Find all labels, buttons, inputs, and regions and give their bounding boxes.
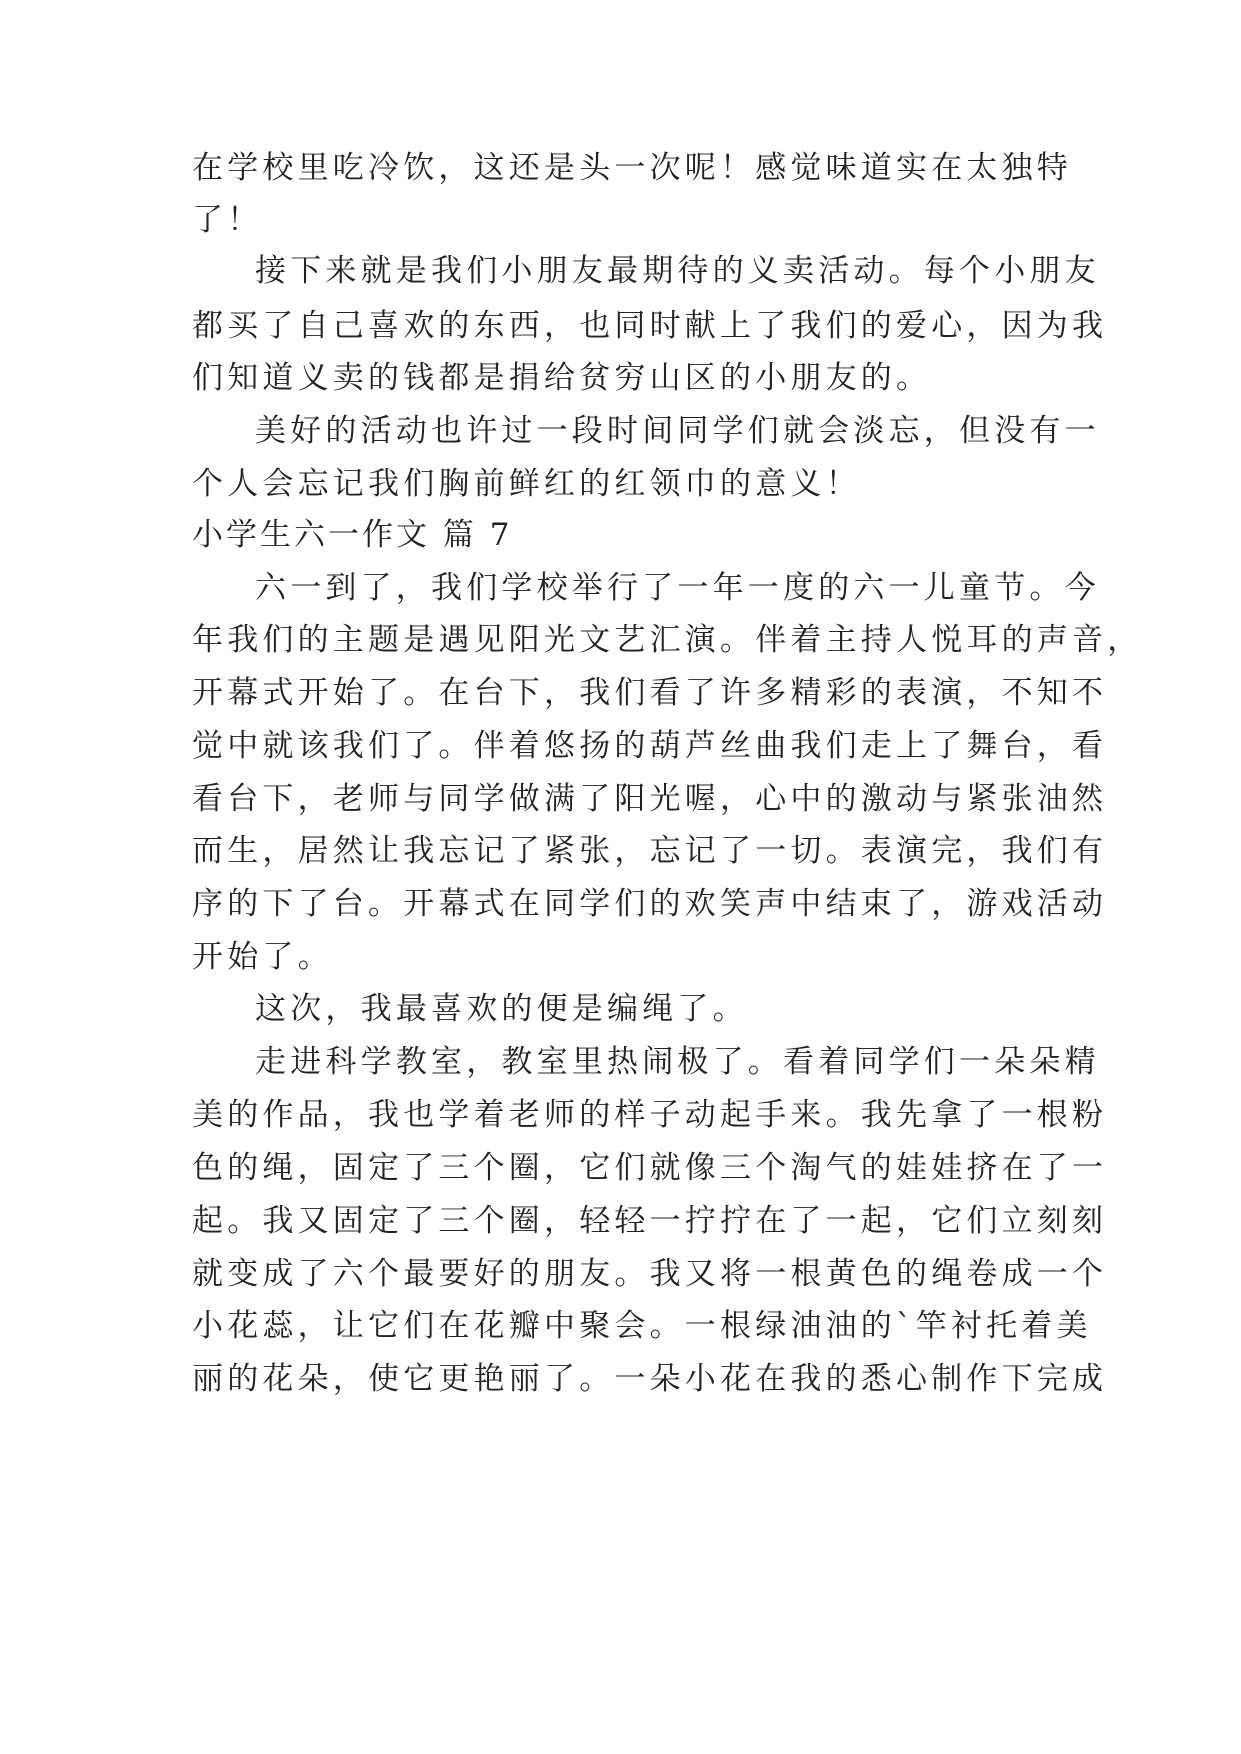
- text-line: 走进科学教室，教室里热闹极了。看着同学们一朵朵精: [255, 1044, 1100, 1080]
- text-line: 开幕式开始了。在台下，我们看了许多精彩的表演，不知不: [192, 675, 1108, 711]
- text-line: 看台下，老师与同学做满了阳光喔，心中的激动与紧张油然: [192, 781, 1108, 817]
- text-line: 美好的活动也许过一段时间同学们就会淡忘，但没有一: [255, 413, 1100, 449]
- text-line: 开始了。: [192, 939, 333, 975]
- text-line: 序的下了台。开幕式在同学们的欢笑声中结束了，游戏活动: [192, 886, 1108, 922]
- text-line: 觉中就该我们了。伴着悠扬的葫芦丝曲我们走上了舞台，看: [192, 728, 1108, 764]
- text-line: 了！: [192, 202, 263, 238]
- text-line: 都买了自己喜欢的东西，也同时献上了我们的爱心，因为我: [192, 308, 1108, 344]
- text-line: 在学校里吃冷饮，这还是头一次呢！感觉味道实在太独特: [192, 150, 1072, 186]
- text-line: 就变成了六个最要好的朋友。我又将一根黄色的绳卷成一个: [192, 1256, 1108, 1292]
- text-line: 年我们的主题是遇见阳光文艺汇演。伴着主持人悦耳的声音，: [192, 622, 1143, 658]
- text-line: 这次，我最喜欢的便是编绳了。: [255, 991, 748, 1027]
- text-line: 小花蕊，让它们在花瓣中聚会。一根绿油油的`竿衬托着美: [192, 1308, 1092, 1344]
- text-line: 六一到了，我们学校举行了一年一度的六一儿童节。今: [255, 570, 1100, 606]
- text-line: 而生，居然让我忘记了紧张，忘记了一切。表演完，我们有: [192, 833, 1108, 869]
- text-line: 起。我又固定了三个圈，轻轻一拧拧在了一起，它们立刻刻: [192, 1203, 1108, 1239]
- text-line: 接下来就是我们小朋友最期待的义卖活动。每个小朋友: [255, 253, 1100, 289]
- text-line: 美的作品，我也学着老师的样子动起手来。我先拿了一根粉: [192, 1097, 1108, 1133]
- text-line: 们知道义卖的钱都是捐给贫穷山区的小朋友的。: [192, 360, 932, 396]
- section-heading: 小学生六一作文 篇 7: [192, 517, 513, 553]
- text-line: 色的绳，固定了三个圈，它们就像三个淘气的娃娃挤在了一: [192, 1150, 1108, 1186]
- text-line: 丽的花朵，使它更艳丽了。一朵小花在我的悉心制作下完成: [192, 1361, 1108, 1397]
- text-line: 个人会忘记我们胸前鲜红的红领巾的意义！: [192, 466, 861, 502]
